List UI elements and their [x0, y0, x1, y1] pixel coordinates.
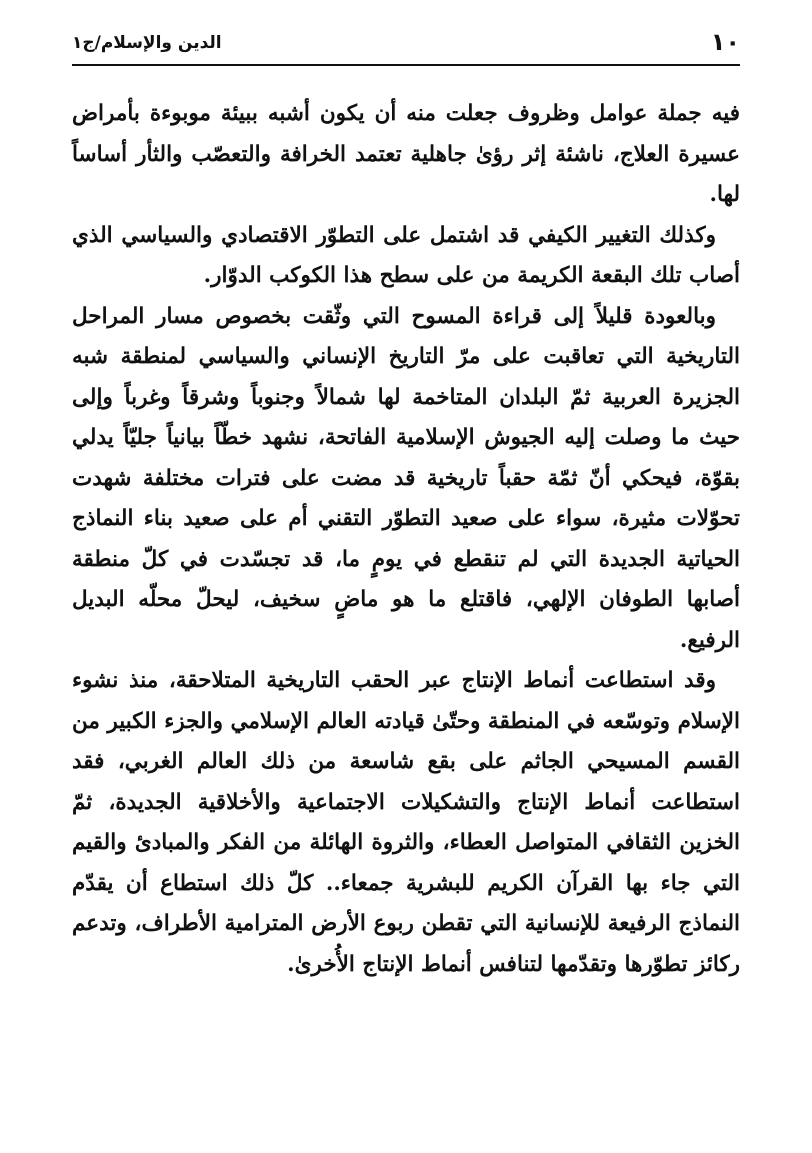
paragraph-4: وقد استطاعت أنماط الإنتاج عبر الحقب التاريخية المتلاحقة، منذ نشوء الإسلام وتوسّعه في المنطقة وحتّىٰ قيادته العالم الإسلامي والجزء الكبير من القسم المسيحي الجاثم على بقع شاسعة من ذلك العالم الغربي، فقد استطاعت أنماط الإنتاج والتشكيلات الاجتماعية والأخلاقية الجديدة، ثمّ الخزين الثقافي المتواصل العطاء، والثروة الهائلة من الفكر والمبادئ والقيم التي جاء بها القرآن الكريم للبشرية جمعاء.. كلّ ذلك استطاع أن يقدّم النماذج الرفيعة للإنسانية التي تقطن ربوع الأرض المترامية الأطراف، وتدعم ركائز تطوّرها وتقدّمها لتنافس أنماط الإنتاج الأُخرىٰ. — [72, 668, 740, 977]
page-number: ١٠ — [710, 28, 740, 56]
running-title: الدين والإسلام/ج١ — [72, 33, 222, 53]
paragraph-3: وبالعودة قليلاً إلى قراءة المسوح التي وثّقت بخصوص مسار المراحل التاريخية التي تعاقبت على مرّ التاريخ الإنساني والسياسي لمنطقة شبه الجزيرة العربية ثمّ البلدان المتاخمة لها شمالاً وجنوباً وشرقاً وغرباً وإلى حيث ما وصلت إليه الجيوش الإسلامية الفاتحة، نشهد خطّاً بيانياً جليّاً يدلي بقوّة، فيحكي أنّ ثمّة حقباً تاريخية قد مضت على فترات مختلفة شهدت تحوّلات مثيرة، سواء على صعيد التطوّر التقني أم على صعيد بناء النماذج الحياتية الجديدة التي لم تنقطع في يومٍ ما، قد تجسّدت في كلّ منطقة أصابها الطوفان الإلهي، فاقتلع ما هو ماضٍ سخيف، ليحلّ محلّه البديل الرفيع. — [72, 303, 740, 653]
paragraph-1: فيه جملة عوامل وظروف جعلت منه أن يكون أشبه ببيئة موبوءة بأمراض عسيرة العلاج، ناشئة إثر رؤىٰ جاهلية تعتمد الخرافة والتعصّب والثأر أساساً لها. — [72, 101, 740, 207]
paragraph-2: وكذلك التغيير الكيفي قد اشتمل على التطوّر الاقتصادي والسياسي الذي أصاب تلك البقعة الكريمة من على سطح هذا الكوكب الدوّار. — [72, 222, 740, 288]
page-header — [72, 26, 740, 60]
header-rule — [72, 64, 740, 66]
body-text — [72, 94, 740, 985]
